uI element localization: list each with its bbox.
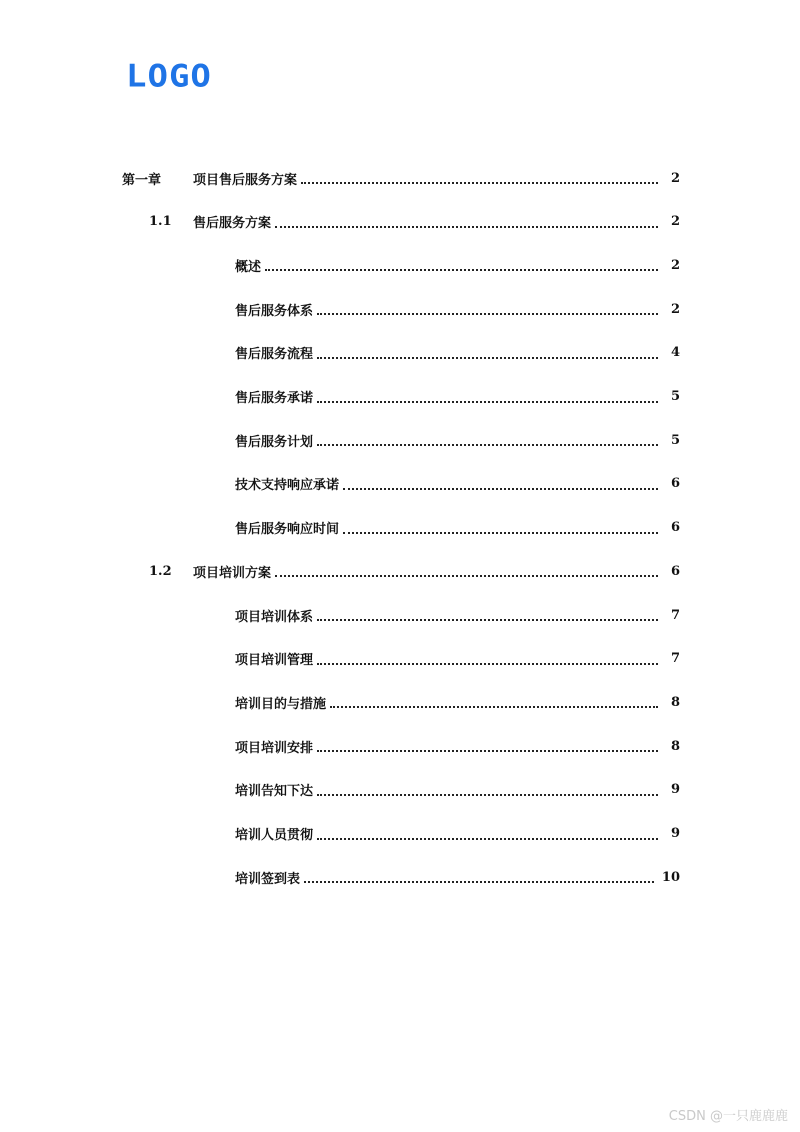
toc-entry-page: 2 [670,170,680,186]
toc-leader-dots [317,619,658,621]
toc-entry-page: 10 [661,869,680,885]
toc-entry-title: 项目培训方案 [193,565,272,581]
toc-entry[interactable] [120,518,680,538]
toc-entry-page: 9 [670,782,680,798]
toc-entry-title: 项目售后服务方案 [193,172,298,188]
toc-entry-title: 售后服务体系 [235,303,314,319]
toc-entry[interactable] [120,387,680,407]
logo: LOGO [126,58,212,95]
toc-entry-title: 培训人员贯彻 [235,828,314,843]
toc-entry[interactable] [120,867,680,887]
toc-entry-page: 7 [670,651,680,667]
toc-entry[interactable] [120,212,680,232]
toc-entry-number: 1.2 [149,563,172,579]
toc-leader-dots [330,706,658,708]
toc-entry-number: 1.1 [149,214,172,230]
toc-entry[interactable] [120,605,680,625]
toc-entry[interactable] [120,692,680,712]
toc-entry-page: 5 [670,432,680,448]
toc-entry-page: 2 [670,257,680,273]
toc-entry-title: 售后服务流程 [235,347,314,363]
toc-entry-page: 2 [670,214,680,230]
toc-leader-dots [317,750,658,752]
toc-entry[interactable] [120,474,680,494]
toc-leader-dots [317,838,658,840]
toc-entry-page: 6 [670,476,680,492]
toc-entry-title: 培训目的与措施 [235,696,327,712]
toc-entry-page: 6 [670,520,680,536]
toc-entry-title: 概述 [235,259,262,275]
toc-entry-page: 2 [670,301,680,317]
toc-leader-dots [301,182,658,184]
toc-entry-page: 6 [670,563,680,579]
toc-entry-title: 售后服务响应时间 [235,522,340,538]
toc-leader-dots [317,313,658,315]
toc-leader-dots [304,881,654,883]
toc-entry-title: 项目培训体系 [235,609,314,625]
toc-entry-page: 5 [670,389,680,404]
toc-entry-title: 售后服务承诺 [235,391,314,406]
toc-entry[interactable] [120,824,680,844]
toc-leader-dots [317,663,658,665]
toc-entry-number: 第一章 [122,172,162,188]
toc-entry[interactable] [120,343,680,363]
toc-entry[interactable] [120,736,680,756]
toc-entry-title: 售后服务计划 [235,434,314,450]
watermark: CSDN @一只鹿鹿鹿 [668,1109,788,1124]
toc-entry[interactable] [120,649,680,669]
toc-entry-page: 8 [670,694,680,710]
toc-entry[interactable] [120,255,680,275]
toc-entry-title: 培训告知下达 [235,784,314,800]
toc-entry-page: 8 [670,738,680,754]
toc-entry-title: 售后服务方案 [193,216,272,232]
toc-entry-title: 项目培训安排 [235,740,314,756]
toc-entry-page: 7 [670,607,680,623]
toc-leader-dots [317,357,658,359]
toc-entry-page: 4 [670,345,680,361]
toc-leader-dots [343,532,658,534]
toc-entry-title: 项目培训管理 [235,653,314,669]
toc-entry[interactable] [120,430,680,450]
toc-leader-dots [317,444,658,446]
toc-leader-dots [275,575,658,577]
toc-leader-dots [275,226,658,228]
toc-leader-dots [317,401,658,403]
toc-entry[interactable] [120,299,680,319]
toc-leader-dots [317,794,658,796]
toc-entry-title: 培训签到表 [235,871,301,887]
toc-leader-dots [343,488,658,490]
toc-entry[interactable] [120,168,680,188]
toc-entry-title: 技术支持响应承诺 [235,478,340,494]
toc-entry[interactable] [120,561,680,581]
toc-leader-dots [265,269,658,271]
toc-entry[interactable] [120,780,680,800]
toc-entry-page: 9 [670,826,680,841]
